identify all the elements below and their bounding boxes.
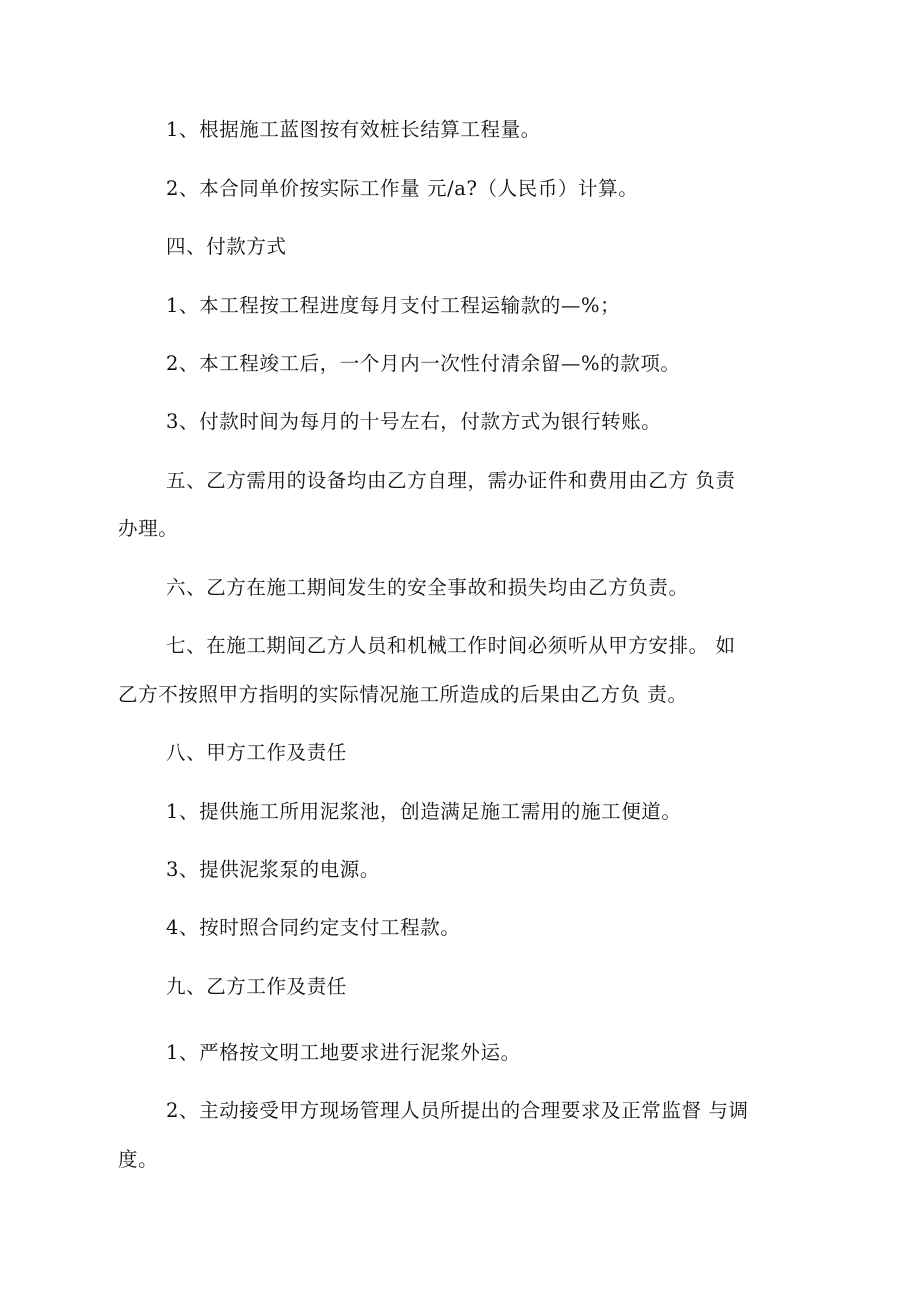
- paragraph-work-schedule-line1: 七、在施工期间乙方人员和机械工作时间必须听从甲方安排。 如: [166, 634, 736, 657]
- heading-party-b-duties: 九、乙方工作及责任: [166, 975, 347, 998]
- paragraph-mud-transport: 1、严格按文明工地要求进行泥浆外运。: [166, 1041, 521, 1064]
- paragraph-monthly-payment: 1、本工程按工程进度每月支付工程运输款的—%；: [166, 294, 621, 317]
- paragraph-final-payment: 2、本工程竣工后，一个月内一次性付清余留—%的款项。: [166, 352, 681, 375]
- paragraph-unit-price: 2、本合同单价按实际工作量 元/a?（人民币）计算。: [166, 177, 639, 200]
- paragraph-payment-time: 3、付款时间为每月的十号左右，付款方式为银行转账。: [166, 410, 662, 433]
- paragraph-work-schedule-line2: 乙方不按照甲方指明的实际情况施工所造成的后果由乙方负 责。: [118, 683, 688, 706]
- heading-payment-method: 四、付款方式: [166, 235, 287, 258]
- paragraph-power-supply: 3、提供泥浆泵的电源。: [166, 858, 381, 881]
- paragraph-accept-supervision-line1: 2、主动接受甲方现场管理人员所提出的合理要求及正常监督 与调: [166, 1099, 749, 1122]
- paragraph-mud-pool: 1、提供施工所用泥浆池，创造满足施工需用的施工便道。: [166, 800, 682, 823]
- paragraph-settle-by-pile-length: 1、根据施工蓝图按有效桩长结算工程量。: [166, 118, 541, 141]
- paragraph-accept-supervision-line2: 度。: [118, 1148, 159, 1171]
- paragraph-safety-responsibility: 六、乙方在施工期间发生的安全事故和损失均由乙方负责。: [166, 576, 689, 599]
- heading-party-a-duties: 八、甲方工作及责任: [166, 741, 347, 764]
- paragraph-equipment-line2: 办理。: [118, 517, 179, 540]
- paragraph-pay-on-time: 4、按时照合同约定支付工程款。: [166, 916, 461, 939]
- paragraph-equipment-line1: 五、乙方需用的设备均由乙方自理，需办证件和费用由乙方 负责: [166, 469, 736, 492]
